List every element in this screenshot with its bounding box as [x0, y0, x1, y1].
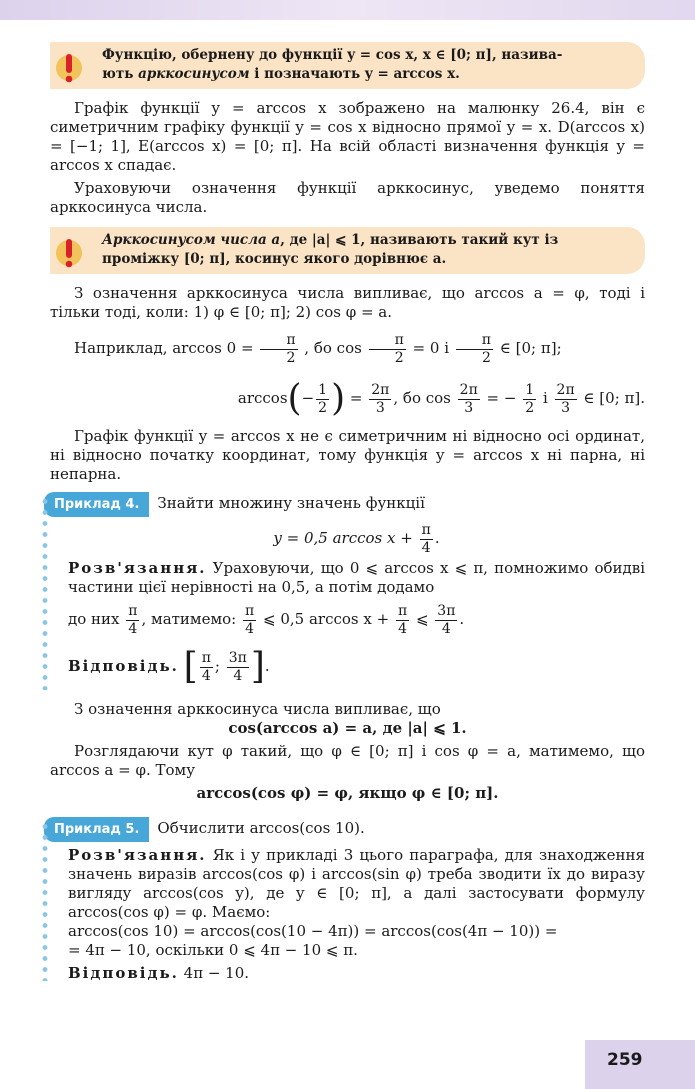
example-arccos-zero	[50, 326, 645, 370]
numerator: π	[201, 649, 211, 666]
denominator: 2	[481, 349, 491, 366]
numerator: 2π	[459, 381, 478, 398]
fraction	[243, 603, 256, 638]
denominator: 3	[464, 399, 474, 416]
denominator: 4	[245, 620, 255, 637]
paren-open: (	[287, 378, 302, 419]
page-number: 259	[585, 1040, 695, 1089]
example-5-task	[50, 817, 645, 842]
text: і	[542, 389, 548, 407]
text: ∈ [0; π];	[499, 339, 562, 357]
paragraph-arccos-cos: Розглядаючи кут φ такий, що φ ∈ [0; π] і cos φ = a, матимемо, що arccos a = φ. Тому	[50, 742, 645, 779]
fraction	[369, 382, 391, 417]
denominator: 2	[394, 349, 404, 366]
text: ⩽ 0,5 arccos x +	[263, 610, 390, 628]
bracket-open: [	[183, 646, 198, 687]
numerator: π	[456, 332, 493, 350]
paren-close: )	[331, 378, 346, 419]
example-5-tag: Приклад 5.	[44, 817, 149, 842]
example-4	[50, 492, 645, 692]
answer-text: 4π − 10.	[178, 964, 250, 982]
callout-text: ють	[102, 66, 139, 82]
solution-text: Ураховуючи, що 0 ⩽ arccos x ⩽ π, помножимо обидві частини цієї нерівності на 0,5, а потім додамо	[68, 559, 645, 596]
text: Наприклад, arccos 0 =	[74, 339, 254, 357]
text: .	[459, 610, 465, 628]
solution-text: Як і у прикладі 3 цього параграфа, для знаходження значень виразів arccos(cos φ) і arccos(sin φ) треба зводити їх до виразу вигляду arccos(cos y), де y ∈ [0; π], а далі застосувати формулу arccos(cos φ) = φ. Маємо:	[68, 846, 645, 921]
text: =	[349, 389, 363, 407]
callout-text: і позначають y = arccos x.	[249, 66, 460, 82]
denominator: 4	[398, 620, 408, 637]
numerator: 1	[525, 381, 535, 398]
fraction	[458, 382, 480, 417]
fraction	[523, 382, 536, 417]
fraction	[316, 382, 329, 417]
denominator: 2	[318, 399, 328, 416]
bracket-close: ]	[250, 646, 265, 687]
answer-label: Відповідь.	[68, 657, 179, 675]
answer-label: Відповідь.	[68, 964, 179, 982]
numerator: π	[128, 602, 138, 619]
formula-arccos-cos: arccos(cos φ) = φ, якщо φ ∈ [0; π].	[196, 784, 499, 802]
example-arccos-minus-half	[50, 374, 645, 423]
fraction	[126, 603, 139, 638]
fraction	[396, 603, 409, 638]
text: arccos	[237, 389, 288, 407]
paragraph-parity: Графік функції y = arccos x не є симетричним ні відносно осі ординат, ні відносно початку координат, тому функція y = arccos x ні парна, ні непарна.	[50, 427, 645, 483]
denominator: 2	[286, 349, 296, 366]
denominator: 4	[441, 620, 451, 637]
numerator: 2π	[556, 381, 575, 398]
definition-callout-number	[50, 227, 645, 274]
exclamation-icon	[56, 48, 82, 88]
text: = 0 і	[412, 339, 450, 357]
numerator: 3π	[228, 649, 247, 666]
numerator: 2π	[371, 381, 390, 398]
formula-text: y = 0,5 arccos x +	[273, 529, 413, 547]
fraction	[555, 382, 577, 417]
denominator: 4	[233, 667, 243, 684]
text: ∈ [0; π].	[583, 389, 645, 407]
text: .	[264, 657, 270, 675]
example-5-calc-2: = 4π − 10, оскільки 0 ⩽ 4π − 10 ⩽ π.	[68, 941, 358, 959]
dotted-margin	[42, 821, 48, 981]
denominator: 4	[421, 539, 431, 556]
fraction	[260, 332, 297, 367]
page-content	[50, 42, 645, 983]
denominator: 3	[561, 399, 571, 416]
numerator: π	[245, 602, 255, 619]
fraction	[420, 522, 433, 557]
denominator: 3	[375, 399, 385, 416]
fraction	[227, 650, 249, 685]
numerator: 3π	[437, 602, 456, 619]
paragraph-definition-consequence: З означення арккосинуса числа випливає, що arccos a = φ, тоді і тільки тоді, коли: 1) φ ∈ [0; π]; 2) cos φ = a.	[50, 284, 645, 321]
example-5-calc-1: arccos(cos 10) = arccos(cos(10 − 4π)) = arccos(cos(4π − 10)) =	[68, 922, 558, 940]
example-4-task	[50, 492, 645, 517]
numerator: π	[397, 602, 408, 619]
text: = −	[486, 389, 517, 407]
example-4-solution	[68, 559, 645, 597]
text: ;	[214, 657, 220, 675]
task-text: Обчислити arccos(cos 10).	[157, 819, 365, 837]
top-decor-bar	[0, 0, 695, 20]
callout-term: Арккосинусом числа a	[102, 232, 281, 248]
text: , матимемо:	[141, 610, 237, 628]
text: , бо cos	[393, 389, 451, 407]
paragraph-intro: Ураховуючи означення функції арккосинус, уведемо поняття арккосинуса числа.	[50, 179, 645, 216]
solution-label: Розв'язання.	[68, 559, 207, 577]
example-4-answer	[68, 641, 645, 692]
denominator: 2	[525, 399, 535, 416]
example-5-solution	[68, 846, 645, 922]
paragraph-cos-arccos: З означення арккосинуса числа випливає, що	[74, 700, 441, 718]
solution-label: Розв'язання.	[68, 846, 207, 864]
text: −	[301, 389, 315, 407]
denominator: 4	[128, 620, 138, 637]
example-4-inequality	[68, 597, 645, 641]
example-5-answer	[68, 964, 645, 983]
fraction	[456, 332, 493, 367]
callout-term: арккосинусом	[138, 66, 250, 82]
definition-callout-arccos	[50, 42, 645, 89]
text: ⩽	[415, 610, 429, 628]
numerator: π	[260, 332, 297, 350]
callout-line-2	[102, 65, 633, 84]
text: , бо cos	[304, 339, 362, 357]
denominator: 4	[201, 667, 211, 684]
dotted-margin	[42, 496, 48, 690]
exclamation-icon	[56, 233, 82, 273]
fraction	[200, 650, 213, 685]
example-4-formula	[68, 517, 645, 559]
fraction	[369, 332, 406, 367]
numerator: π	[421, 521, 431, 538]
task-text: Знайти множину значень функції	[157, 494, 425, 512]
example-4-tag: Приклад 4.	[44, 492, 149, 517]
fraction	[435, 603, 457, 638]
paragraph-graph: Графік функції y = arccos x зображено на малюнку 26.4, він є симетричним графіку функції y = cos x відносно прямої y = x. D(arccos x) = [−1; 1], E(arccos x) = [0; π]. На всій області визначення функція y = arccos x спадає.	[50, 99, 645, 174]
numerator: 1	[318, 381, 328, 398]
callout-line-1: Функцію, обернену до функції y = cos x, x ∈ [0; π], назива-	[102, 47, 563, 63]
numerator: π	[369, 332, 406, 350]
example-5	[50, 817, 645, 983]
formula-text: .	[434, 529, 440, 547]
text: до них	[68, 610, 120, 628]
callout-text: , де |a| ⩽ 1, називають такий кут із проміжку [0; π], косинус якого дорівнює a.	[102, 232, 559, 267]
formula-cos-arccos: cos(arccos a) = a, де |a| ⩽ 1.	[228, 719, 467, 737]
